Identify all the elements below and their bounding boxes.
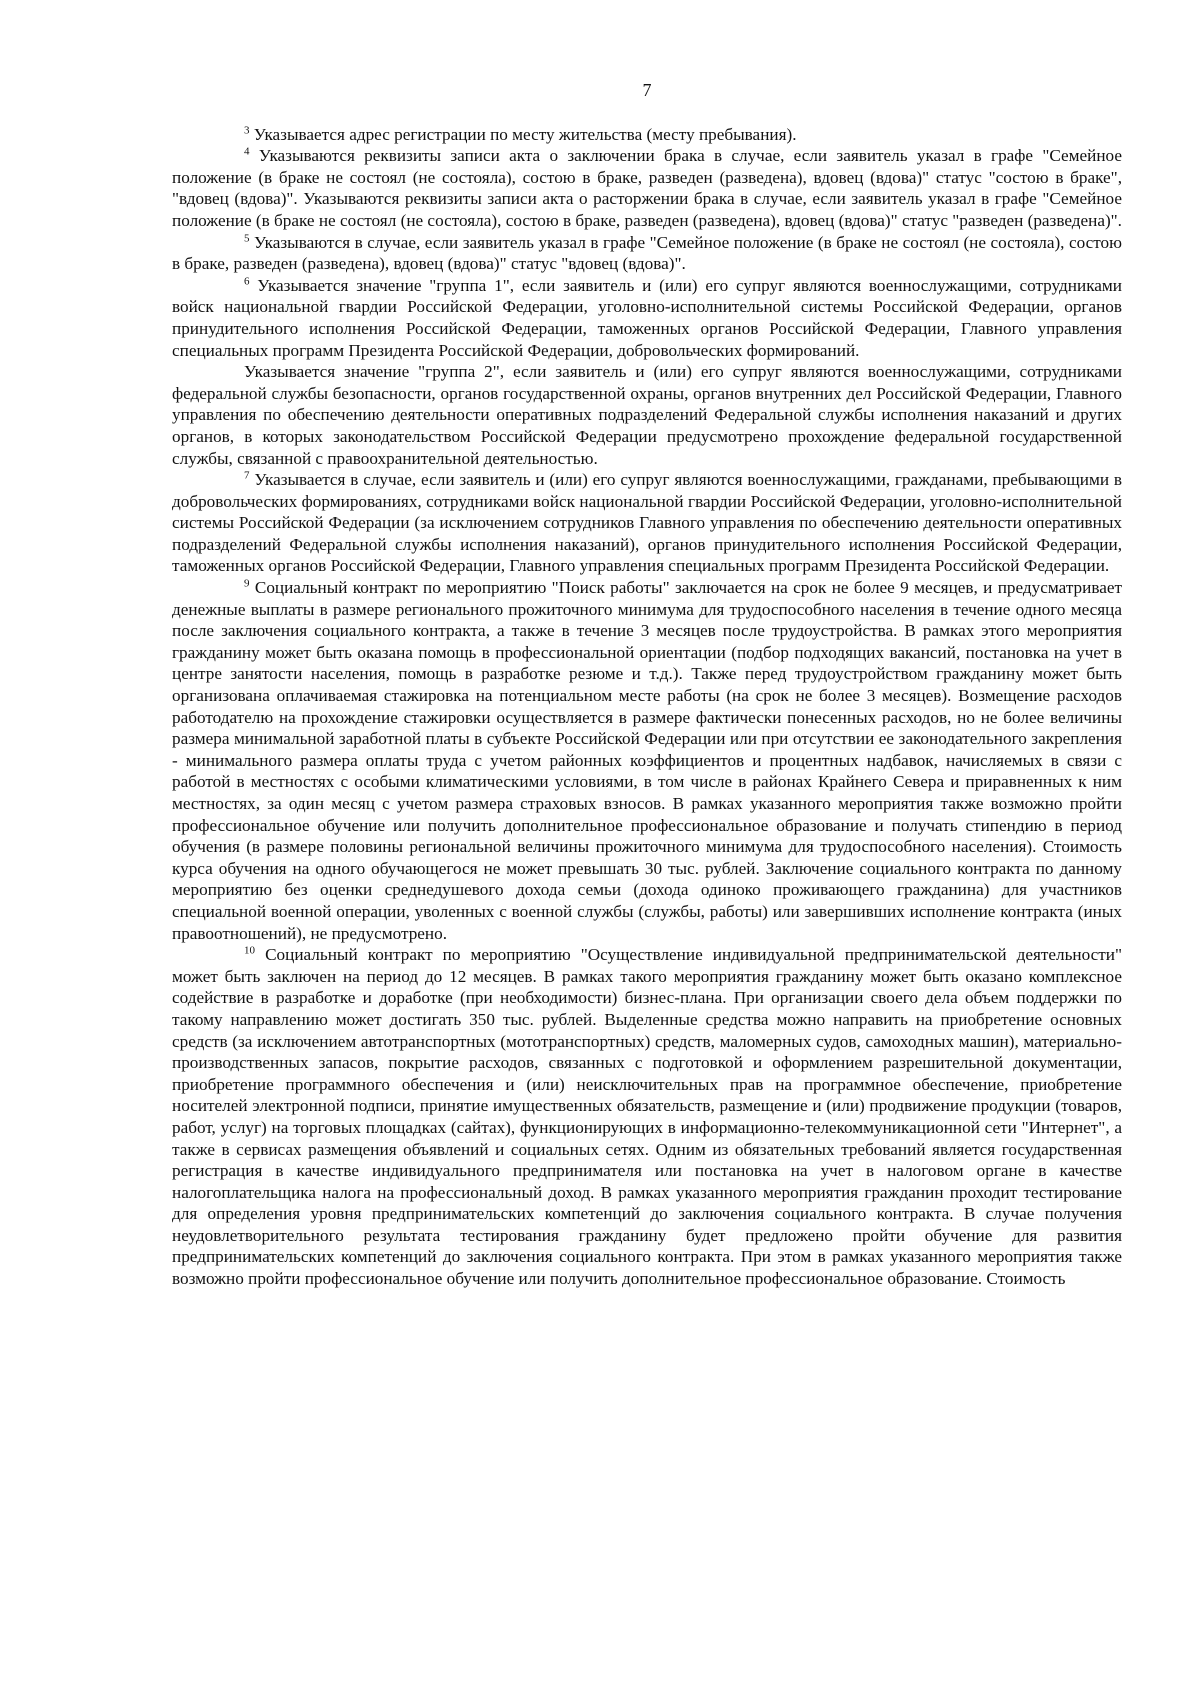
footnote-5 [172, 232, 1122, 275]
footnote-text: Указывается в случае, если заявитель и (или) его супруг являются военнослужащими, гражданами, пребывающими в добровольческих формированиях, сотрудниками войск национальной гвардии Российской Федерации, уголовно-исполнительной системы Российской Федерации (за исключением сотрудников Главного управления по обеспечению деятельности оперативных подразделений Федеральной службы исполнения наказаний), органов принудительного исполнения Российской Федерации, таможенных органов Российской Федерации, Главного управления специальных программ Президента Российской Федерации. [172, 470, 1122, 576]
footnote-text: Указывается адрес регистрации по месту жительства (месту пребывания). [249, 124, 797, 144]
footnote-text: Указывается значение "группа 2", если заявитель и (или) его супруг являются военнослужащими, сотрудниками федеральной службы безопасности, органов государственной охраны, органов внутренних дел Российской Федерации, Главного управления по обеспечению деятельности оперативных подразделений Федеральной службы исполнения наказаний и других органов, в которых законодательством Российской Федерации предусмотрено прохождение федеральной государственной службы, связанной с правоохранительной деятельностью. [172, 362, 1122, 468]
footnote-text: Указывается значение "группа 1", если заявитель и (или) его супруг являются военнослужащими, сотрудниками войск национальной гвардии Российской Федерации, уголовно-исполнительной системы Российской Федерации, органов принудительного исполнения Российской Федерации, таможенных органов Российской Федерации, Главного управления специальных программ Президента Российской Федерации, добровольческих формирований. [172, 275, 1122, 360]
footnote-mark: 10 [244, 944, 255, 957]
footnote-text: Указываются реквизиты записи акта о заключении брака в случае, если заявитель указал в графе "Семейное положение (в браке не состоял (не состояла), состою в браке, разведен (разведена), вдовец (вдова)" статус "состою в браке", "вдовец (вдова)". Указываются реквизиты записи акта о расторжении брака в случае, если заявитель указал в графе "Семейное положение (в браке не состоял (не состояла), состою в браке, разведен (разведена), вдовец (вдова)" статус "разведен (разведена)". [172, 146, 1122, 230]
footnote-text: Указываются в случае, если заявитель указал в графе "Семейное положение (в браке не состоял (не состояла), состою в браке, разведен (разведена), вдовец (вдова)" статус "вдовец (вдова)". [172, 232, 1122, 274]
footnote-6 [172, 275, 1122, 361]
footnote-mark: 3 [244, 123, 250, 136]
footnote-3 [172, 124, 1122, 146]
document-page [172, 80, 1122, 1290]
footnote-mark: 5 [244, 231, 250, 244]
footnote-mark: 7 [244, 469, 250, 482]
footnote-10 [172, 944, 1122, 1290]
footnote-9 [172, 577, 1122, 944]
footnote-4 [172, 145, 1122, 231]
footnote-mark: 6 [244, 275, 250, 288]
footnote-7 [172, 469, 1122, 577]
page-number: 7 [642, 80, 652, 100]
footnote-mark: 4 [244, 145, 250, 158]
footnote-6-continuation [172, 361, 1122, 469]
footnote-text: Социальный контракт по мероприятию "Поиск работы" заключается на срок не более 9 месяцев, и предусматривает денежные выплаты в размере регионального прожиточного минимума для трудоспособного населения в течение одного месяца после заключения социального контракта, а также в течение 3 месяцев после трудоустройства. В рамках этого мероприятия гражданину может быть оказана помощь в профессиональной ориентации (подбор подходящих вакансий, постановка на учет в центре занятости населения, помощь в разработке резюме и т.д.). Также перед трудоустройством гражданину может быть организована оплачиваемая стажировка на потенциальном месте работы (на срок не более 3 месяцев). Возмещение расходов работодателю на прохождение стажировки осуществляется в размере фактически понесенных расходов, но не более величины размера минимальной заработной платы в субъекте Российской Федерации или при отсутствии ее законодательного закрепления - минимального размера оплаты труда с учетом районных коэффициентов и процентных надбавок, начисляемых в связи с работой в местностях с особыми климатическими условиями, в том числе в районах Крайнего Севера и приравненных к ним местностях, за один месяц с учетом размера страховых взносов. В рамках указанного мероприятия также возможно пройти профессиональное обучение или получить дополнительное профессиональное образование и получать стипендию в период обучения (в размере половины региональной величины прожиточного минимума для трудоспособного населения). Стоимость курса обучения на одного обучающегося не может превышать 30 тыс. рублей. Заключение социального контракта по данному мероприятию без оценки среднедушевого дохода семьи (дохода одиноко проживающего гражданина) для участников специальной военной операции, уволенных с военной службы (службы, работы) или завершивших исполнение контракта (иных правоотношений), не предусмотрено. [172, 578, 1122, 943]
footnote-mark: 9 [244, 577, 250, 590]
footnote-text: Социальный контракт по мероприятию "Осуществление индивидуальной предпринимательской деятельности" может быть заключен на период до 12 месяцев. В рамках такого мероприятия гражданину может быть оказано комплексное содействие в разработке и доработке (при необходимости) бизнес-плана. При организации своего дела объем поддержки по такому направлению может достигать 350 тыс. рублей. Выделенные средства можно направить на приобретение основных средств (за исключением автотранспортных (мототранспортных) средств, маломерных судов, самоходных машин), материально-производственных запасов, покрытие расходов, связанных с подготовкой и оформлением разрешительной документации, приобретение программного обеспечения и (или) неисключительных прав на программное обеспечение, приобретение носителей электронной подписи, принятие имущественных обязательств, размещение и (или) продвижение продукции (товаров, работ, услуг) на торговых площадках (сайтах), функционирующих в информационно-телекоммуникационной сети "Интернет", а также в сервисах размещения объявлений и социальных сетях. Одним из обязательных требований является государственная регистрация в качестве индивидуального предпринимателя или постановка на учет в налоговом органе в качестве налогоплательщика налога на профессиональный доход. В рамках указанного мероприятия гражданин проходит тестирование для определения уровня предпринимательских компетенций до заключения социального контракта. В случае получения неудовлетворительного результата тестирования гражданину будет предложено пройти обучение для развития предпринимательских компетенций до заключения социального контракта. При этом в рамках указанного мероприятия также возможно пройти профессиональное обучение или получить дополнительное профессиональное образование. Стоимость [172, 945, 1122, 1289]
